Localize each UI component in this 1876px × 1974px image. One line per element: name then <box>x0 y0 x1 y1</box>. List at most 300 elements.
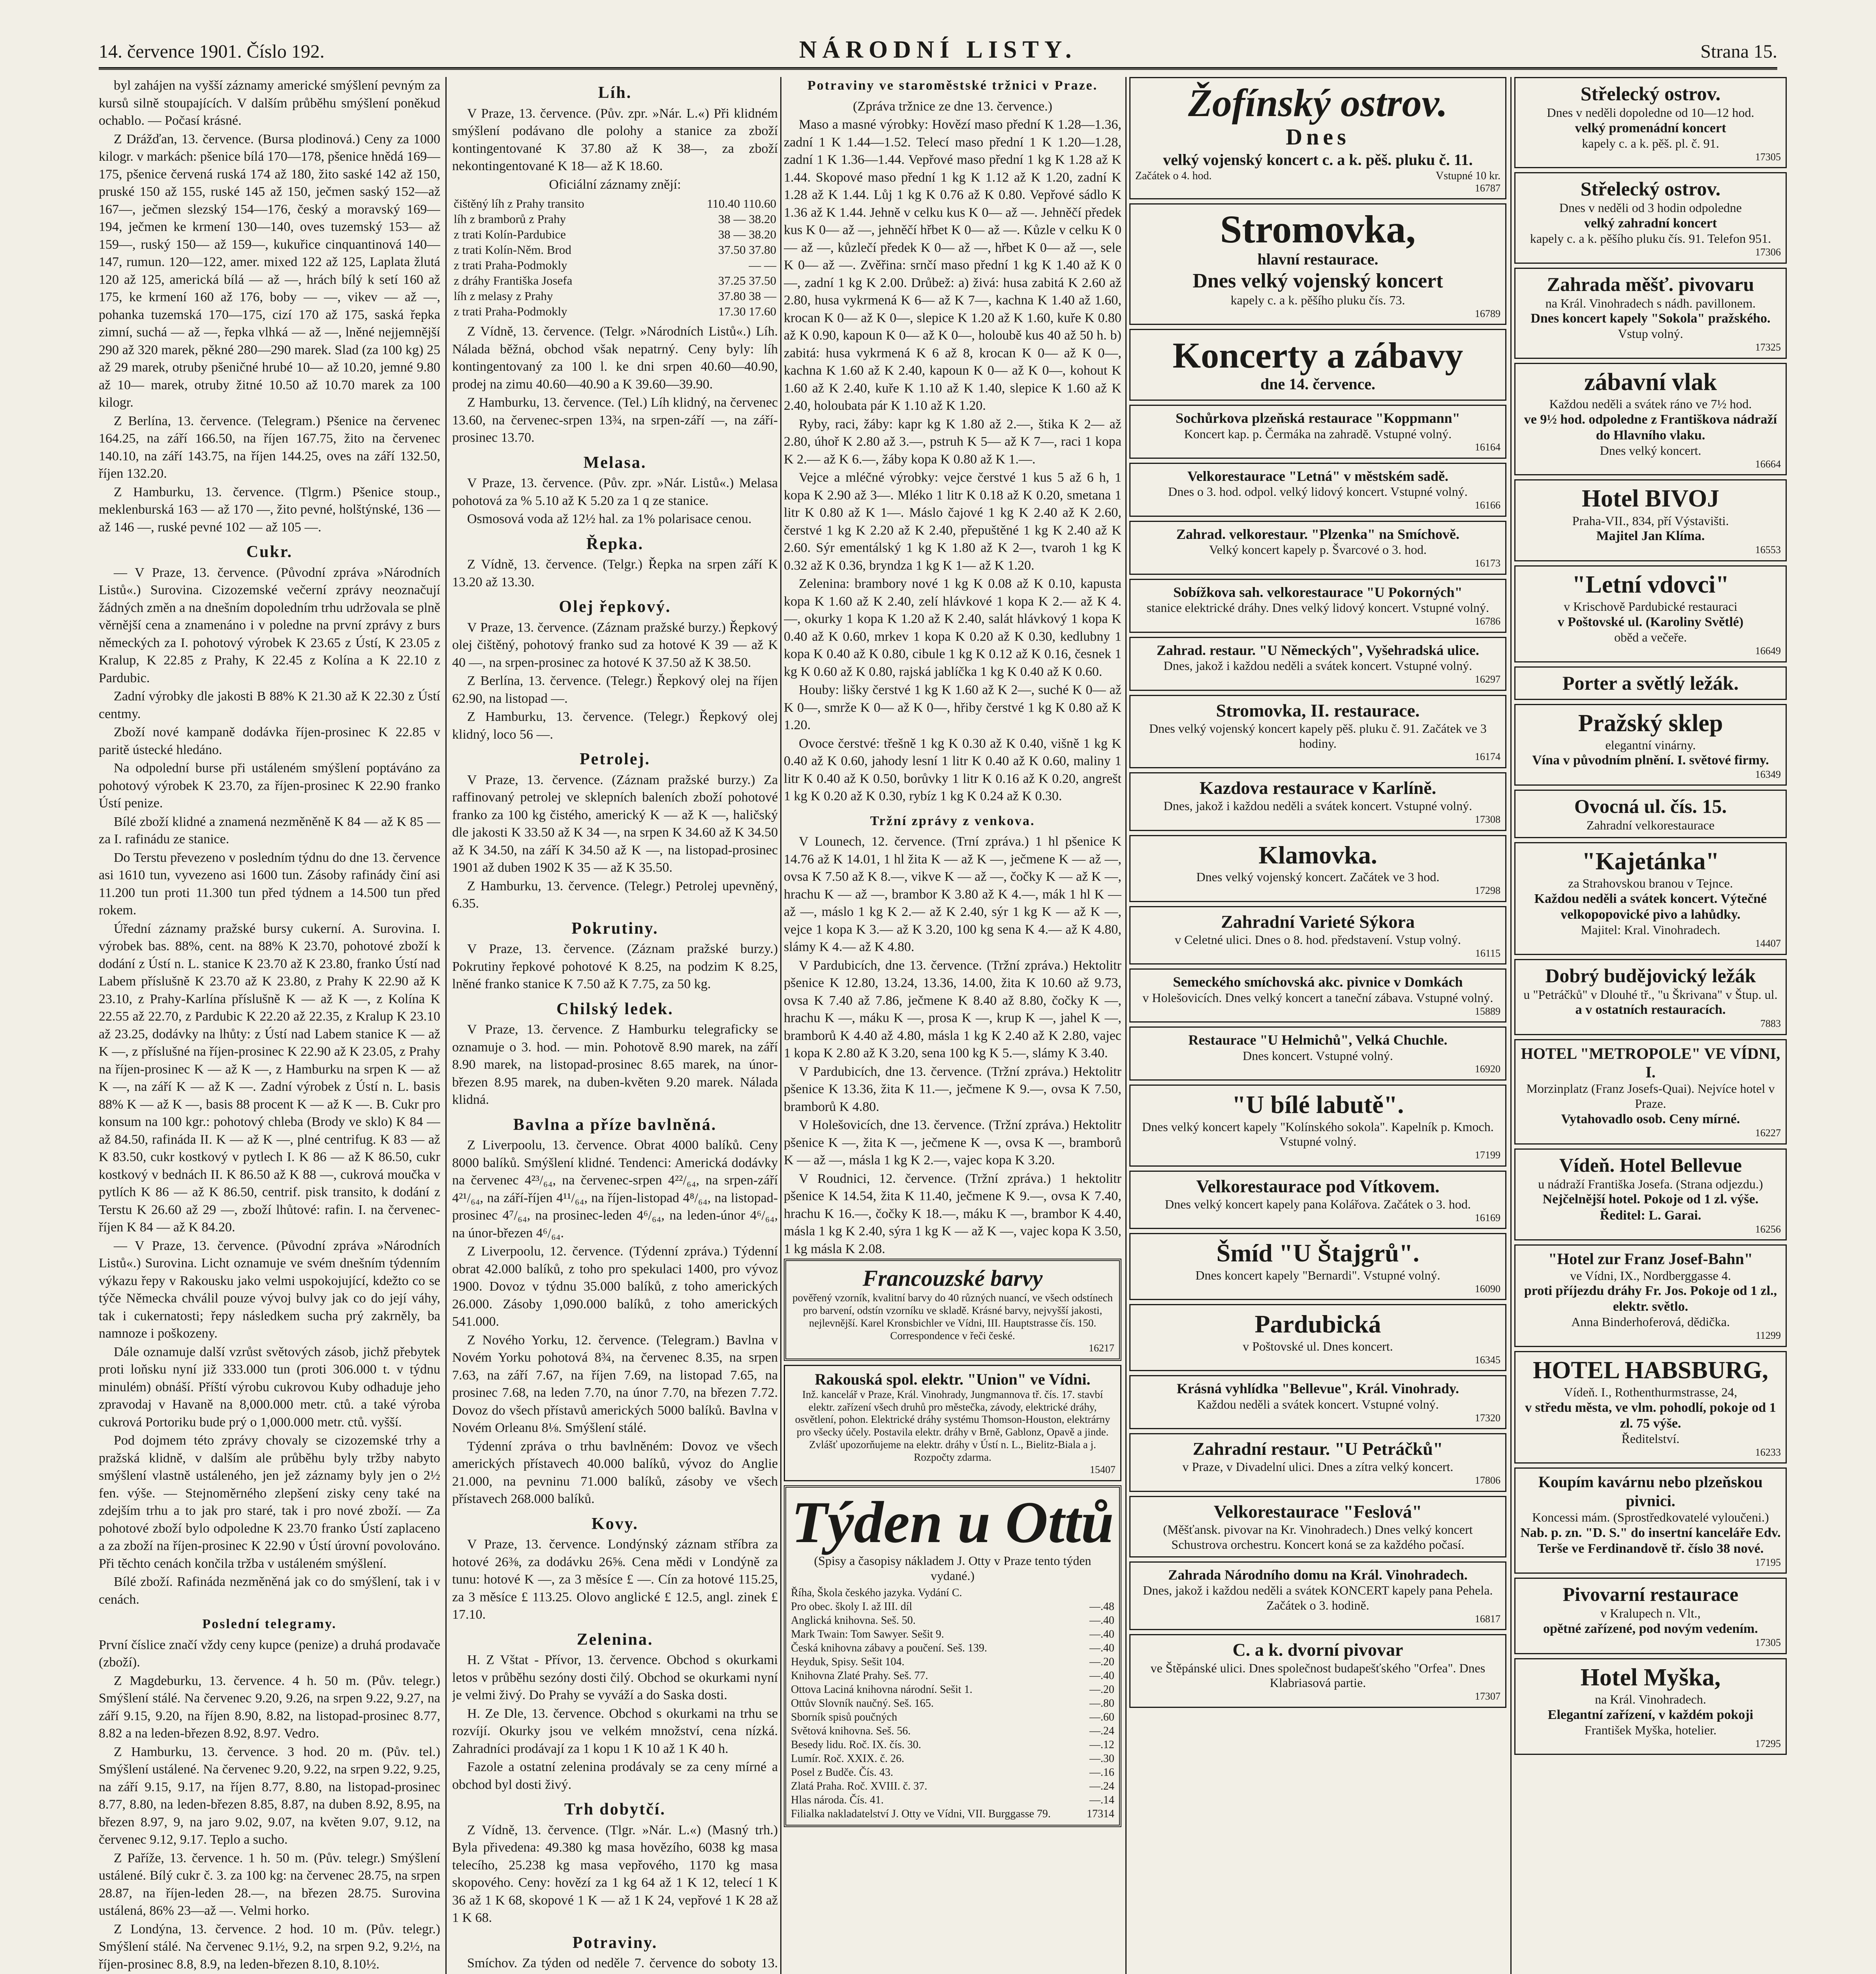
ad-number: 16174 <box>1475 751 1500 763</box>
table-row <box>452 242 778 257</box>
ad-number: 16817 <box>1475 1613 1500 1625</box>
ad-line: oběd a večeře. <box>1614 630 1687 645</box>
ad-line: Dnes koncert kapely "Sokola" pražského. <box>1530 311 1771 326</box>
concert-ad <box>1129 1433 1506 1492</box>
ad-text: Inž. kancelář v Praze, Král. Vinohrady, Jungmannova tř. čís. 17. stavbí elektr. zařízení všech druhů pro městečka, závody, elektrické dráhy, osvětlení, pohon. Elektrické dráhy systému Thomson-Houston, elektrárny pro všecky účely. Postavila elektr. dráhy v Brně, Gablonz, Opavě a jinde. Zvlášť upozorňujeme na elektr. dráhy v Ústí n. L., Bielitz-Biala a j. Rozpočty zdarma. <box>795 1388 1110 1464</box>
publication-price: —.80 <box>1089 1697 1114 1709</box>
ad-line: v Celetné ulici. Dnes o 8. hod. představení. Vstup volný. <box>1175 932 1461 947</box>
ad-line: Morzinplatz (Franz Josefs-Quai). Nejvíce hotel v Praze. <box>1526 1081 1775 1111</box>
ad-title: Pardubická <box>1254 1310 1381 1338</box>
venue-ad <box>1514 1148 1787 1241</box>
ad-line: Dnes velký koncert kapely "Kolínského sokola". Kapelník p. Kmoch. Vstupné volný. <box>1142 1119 1494 1149</box>
publication-item <box>791 1793 1114 1807</box>
ad-line: Dnes velký vojenský koncert <box>1192 269 1443 292</box>
report-paragraph: Z Drážďan, 13. července. (Bursa plodinová.) Ceny za 1000 kilogr. v markách: pšenice bílá 170—178, pšenice hnědá 169—175, pšenice červená ruská 174 až 180, žito saské 142 až 150, pruské 150 až 155, ruské 145 až 150, ječmen saský 152—až 167—, ječmen slezský 154—176, český a moravský 169—194, ječmen ke krmení 130—140, oves tuzemský 153— až 159—, ruský 150— až 159—, kukuřice cinquantinová 140—147, rumun. 120—122, amer. mixed 122 až 125, Laplata žlutá 120 až 125, americká bílá — až —, hrách bílý k setí 160 až 175, ke krmení 160 až 176, boby — —, vikev — až —, pohanka tuzemská 170—175, cizí 170 až 175, saská řepka zimní, suchá — až —, řepka vlhká — až —, lněné nejjemnější 290 až 320 marek, pěkné 280—290 marek. Slad (za 100 kg) 25 až 29 marek, otruby pšeničné hrubé 10— až 10.20, jemné 9.80 až 10— marek, otruby žitné 10.50 až 10.70 marek za 100 kilogr. <box>99 131 440 410</box>
report-paragraph: Z Hamburku, 13. července. (Tlgrm.) Pšenice stoup., meklenburská 163 — až 170 —, žito pevné, holštýnské, 136 — až 146 —, ruské pevné 102 — až 105 —. <box>99 484 440 535</box>
ad-union-electric <box>784 1365 1121 1481</box>
publication-title: Ottova Laciná knihovna národní. Sešit 1. <box>791 1683 973 1696</box>
ad-text: (Spisy a časopisy nákladem J. Otty v Praze tento týden vydané.) <box>814 1554 1091 1583</box>
concert-ad <box>1129 579 1506 633</box>
publication-title: Heyduk, Spisy. Sešit 104. <box>791 1655 905 1668</box>
publication-price: —.40 <box>1089 1642 1114 1654</box>
sugar-paragraph: Dále oznamuje další vzrůst světových zásob, jichž přebytek proti loňsku nyní již 333.000 tun (proti 306.000 t. v týdnu minulém) obnáší. Příští výrobu cukrovou Kuby odhaduje jeho zpravodaj v Havaně na 8,000.000 metr. ctů. a také výroba cukrová Portoriku bude prý o 1,000.000 metr. ctů. vyšší. <box>99 1344 440 1430</box>
section-heading-cotton: Bavlna a příze bavlněná. <box>513 1115 717 1134</box>
ad-title: HOTEL "METROPOLE" VE VÍDNI, I. <box>1521 1045 1780 1081</box>
chile-saltpetre-paragraph: V Praze, 13. července. Z Hamburku telegraficky se oznamuje o 3. hod. — min. Pohotově 8.90 marek, na září 8.90 marek, na listopad-prosinec 8.65 marek, na únor-březen 8.95 marek, na duben-květen 9.20 marek. Nálada klidná. <box>452 1022 778 1107</box>
section-heading-vegetables: Zelenina. <box>577 1630 654 1649</box>
ad-title: Hotel BIVOJ <box>1581 485 1720 512</box>
publication-item <box>791 1696 1114 1710</box>
publication-item <box>791 1724 1114 1738</box>
ad-line: Anna Binderhoferová, dědička. <box>1571 1315 1730 1329</box>
country-market-reports <box>784 833 1121 1258</box>
cotton-paragraph: Z Nového Yorku, 12. července. (Telegram.) Bavlna v Novém Yorku pohotová 8¾, na červenec 8.35, na srpen 7.63, na září 7.67, na říjen 7.69, na listopad 7.65, na prosinec 7.68, na leden 7.70, na únor 7.70, na březen 7.72. Dovoz do všech přístavů amerických 5000 balíků. Bavlna v Novém Orleanu 8⅛. Smýšlení stálé. <box>452 1332 778 1435</box>
sugar-paragraph: Na odpolední burse při ustáleném smýšlení poptáváno za pohotový výrobek K 23.70, za říjen-prosinec K 22.90 franko Ústí penize. <box>99 761 440 811</box>
concert-ad <box>1129 1085 1506 1167</box>
ad-line: Dnes velký koncert. <box>1600 443 1701 458</box>
ad-line: Dnes, jakož i každou neděli a svátek koncert. Vstupné volný. <box>1163 659 1472 673</box>
ad-line: František Myška, hotelier. <box>1584 1723 1717 1738</box>
ad-number: 17306 <box>1755 246 1781 258</box>
table-cell-label: z trati Praha-Podmokly <box>454 258 567 272</box>
ad-title: Rakouská spol. elektr. "Union" ve Vídni. <box>815 1370 1091 1388</box>
ad-number: 15407 <box>1090 1464 1115 1475</box>
publication-item <box>791 1752 1114 1766</box>
ad-line: velký zahradní koncert <box>1584 216 1717 231</box>
ad-number: 16787 <box>1475 182 1500 194</box>
ad-title: Kazdova restaurace v Karlíně. <box>1199 777 1437 798</box>
ad-line: u "Petráčků" v Dlouhé tř., "u Škrivana" v Štup. ul. <box>1523 987 1778 1002</box>
publication-price: —.14 <box>1089 1794 1114 1806</box>
header-rule <box>99 67 1777 70</box>
page-header <box>99 33 1777 65</box>
publication-title: Besedy lidu. Roč. IX. čís. 30. <box>791 1738 921 1751</box>
publication-item <box>791 1710 1114 1724</box>
vegetables-paragraph: H. Ze Dle, 13. července. Obchod s okurkami na trhu se rozvíjí. Okurky jsou ve velkém množství, cena nízká. Zahradníci prodávají za 1 kopu 1 K 10 až 1 K 40 h. <box>452 1706 778 1756</box>
commodity-sections <box>452 454 778 1927</box>
ad-number: 15889 <box>1475 1005 1500 1017</box>
venue-ad <box>1514 790 1787 838</box>
ad-line: Každou neděli a svátek koncert. Výtečné velkopopovické pivo a lahůdky. <box>1534 891 1767 922</box>
ad-title: Koncerty a zábavy <box>1172 335 1463 376</box>
ad-number: 17307 <box>1475 1691 1500 1702</box>
concert-ad <box>1129 695 1506 768</box>
section-heading-molasses: Melasa. <box>583 453 647 472</box>
market-hall-title: Potraviny ve staroměstské tržnici v Praze. <box>807 78 1098 93</box>
cotton-paragraph: Z Liverpoolu, 13. července. Obrat 4000 balíků. Ceny 8000 balíků. Smýšlení klidné. Tendenci: Americká dodávky na červenec 4²³/₆₄, na červenec-srpen 4²²/₆₄, na srpen-září 4²¹/₆₄, na září-říjen 4¹¹/₆₄, na říjen-listopad 4⁸/₆₄, na listopad-prosinec 4⁷/₆₄, na prosinec-leden 4⁶/₆₄, na leden-únor 4⁶/₆₄, na únor-březen 4⁶/₆₄. <box>452 1138 778 1240</box>
vegetables-paragraph: H. Z Vštat - Přívor, 13. července. Obchod s okurkami letos v průběhu sezóny dosti čilý. Obchod se okurkami nyní je velmi živý. Do Prahy se vyváží a do Saska dosti. <box>452 1653 778 1702</box>
ad-title: Vídeň. Hotel Bellevue <box>1559 1154 1742 1176</box>
ad-number: 16166 <box>1475 499 1500 511</box>
publication-price: —.48 <box>1089 1600 1114 1613</box>
ad-line: Vídeň. I., Rothenthurmstrasse, 24, <box>1564 1385 1737 1400</box>
publication-title: Zlatá Praha. Roč. XVIII. č. 37. <box>791 1780 928 1792</box>
ad-line: Zahradní velkorestaurace <box>1586 818 1715 833</box>
publication-price: —.40 <box>1089 1669 1114 1682</box>
section-heading-rapeseed: Řepka. <box>586 535 644 553</box>
report-paragraph: Z Berlína, 13. července. (Telegram.) Pšenice na červenec 164.25, na září 166.50, na říjen 167.75, žito na červenec 140.10, na září 143.75, na říjen 144.25, oves na září 132.50, říjen 132.20. <box>99 413 440 481</box>
section-heading-groceries: Potraviny. <box>572 1933 658 1952</box>
publication-price: —.40 <box>1089 1614 1114 1627</box>
country-market-paragraph: V Holešovicích, dne 13. července. (Tržní zpráva.) Hektolitr pšenice K —, žita K —, ječmene K —, ovsa K —, bramborů K — až —, másla 1 kg K 2.—, vajec kopa K 3.20. <box>784 1118 1121 1167</box>
ad-line: ve 9½ hod. odpoledne z Františkova nádraží do Hlavního vlaku. <box>1524 412 1777 443</box>
ad-line: Dnes <box>1286 124 1350 150</box>
market-paragraph: Maso a masné výrobky: Hovězí maso přední K 1.28—1.36, zadní 1 K 1.44—1.52. Telecí maso přední 1 K 1.20—1.28, zadní 1 K 1.36—1.44. Vepřové maso přední 1 kg K 1.28 až K 1.44. Skopové maso přední 1 kg K 1.12 až K 1.20, zadní K 1.28 až K 1.44. Lůj 1 kg K 0.76 až K 0.80. Vepřové sádlo K 1.36 až K 1.44. Jehně v celku kus K 0— až —. Jehněčí předek kus K 0— až —, jehněčí hřbet K 0— až —. Kůzle v celku K 0— až —, kůzlečí předek K 0— až —, hřbet K 0— až —, sele K 0— až —. Zvěřina: srnčí maso přední 1 kg K 1.40 až K 0—, zadní 1 kg K 2.00. Drůbež: a) živá: husa zabitá K 2.60 až 2.80, husa vykrmená K 6— až K 7—, kachna K 1.40 až 1.60, krocan K 0— až K 0—, slepice K 1.20 až K 1.60, kuře K 0.80 až K 0.90, kapoun K 0— až K 0—, holoubě kus 40 až 50 h. b) zabitá: husa vykrmená K 6 až 8, krocan K 0— až K 0—, kachna K 1.60 až K 2.40, kapoun K 0— až K 0—, kohout K 1.60 až K 2.40, kuře K 1.10 až K 1.40, slepice K 1.60 až K 2.40, holoubata pár K 1.10 až K 1.20. <box>784 117 1121 413</box>
table-row <box>452 211 778 227</box>
ad-title: Sochůrkova plzeňská restaurace "Koppmann" <box>1176 410 1460 426</box>
publication-item <box>791 1655 1114 1669</box>
petroleum-paragraph: Z Hamburku, 13. července. (Telegr.) Petrolej upevněný, 6.35. <box>452 878 778 911</box>
ad-title: Zahrada měšť. pivovaru <box>1547 273 1754 295</box>
ad-line: Koncessi mám. (Sprostředkovatelé vyloučeni.) <box>1532 1510 1769 1524</box>
ad-line: Majitel Jan Klíma. <box>1596 529 1705 544</box>
concert-listings <box>1129 405 1506 1708</box>
ad-line: kapely c. a k. pěš. pl. č. 91. <box>1582 136 1719 150</box>
oilcake-paragraph: V Praze, 13. července. (Záznam pražské burzy.) Pokrutiny řepkové pohotové K 8.25, na podzim K 8.25, lněné franko stanice K 7.50 až K 7.75, za 50 kg. <box>452 942 778 991</box>
ad-number: 17325 <box>1755 342 1781 353</box>
ad-title: Zahrad. velkorestaur. "Plzenka" na Smíchově. <box>1176 526 1459 542</box>
section-heading-country-markets: Tržní zprávy z venkova. <box>870 813 1035 828</box>
ad-number: 16920 <box>1475 1063 1500 1075</box>
publication-title: Knihovna Zlaté Prahy. Seš. 77. <box>791 1669 928 1682</box>
country-market-paragraph: V Pardubicích, dne 13. července. (Tržní zpráva.) Hektolitr pšenice K 13.36, žita K 11.—, ječmene K 9.—, ovsa K 7.50, bramborů K 4.80. <box>784 1064 1121 1114</box>
market-paragraph: Houby: lišky čerstvé 1 kg K 1.60 až K 2—, suché K 0— až K 0—, smrže K 0— až K 0—, hřiby čerstvé 1 kg K 0.80 až K 1.20. <box>784 683 1121 732</box>
ad-concerts-header <box>1129 329 1506 401</box>
cotton-paragraph: Týdenní zpráva o trhu bavlněném: Dovoz ve všech amerických přístavech 40.000 balíků, vývoz do Anglie 21.000, na pevninu 71.000 balíků, zásoby ve všech přístavech 268.000 balíků. <box>452 1439 778 1506</box>
sugar-paragraph: Úřední záznamy pražské bursy cukerní. A. Surovina. I. výrobek bas. 88%, cent. na 88% K 23.70, pohotové zboží k dodání z Ústí n. L. stanice K 23.70 až K 23.80, franko Ústí nad Labem příslušně K 23.70 až K 23.80, z Prahy K 22.90 až K 23.10, z Prahy-Karlína příslušně K — až K —, z Kolína K 22.55 až 22.70, z Pardubic K 22.20 až 22.35, z Kralup K 23.10 až 23.25, dodávky na lhůty: z Ústí nad Labem stanice K — až K —, z příslušné na říjen-prosinec K 22.90 až K 23.05, z Prahy na říjen-prosinec K — až K —, z Hamburku na srpen K — až K —, na září K — až K —. Zadní výrobek z Ústí n. L. basis 88% K — až K —, basis 88 procent K — až K —. B. Cukr pro konsum na 100 kgr.: pohotový chleba (Brody ve sklo) K 84 — až 84.50, rafináda II. K — až K —, plné centrifug. K 83 — až K 83.50, cukr kostkový v pytlech I. K 86 — až K 86.50, cukr kostkový v bednách II. K 86.50 až K 88 —, cukrová moučka v pytlích K 86 — až K 86.50, centrif. pisk transito, k dodání z Terstu K 26.60 až 29 —, zboží lhůtové: rafin. I. na červenec-říjen K 84 — až K 84.20. <box>99 921 440 1235</box>
venue-ad <box>1514 1578 1787 1654</box>
ad-otto-weekly <box>784 1485 1121 1827</box>
ad-line: kapely c. a k. pěšího pluku čís. 73. <box>1230 293 1405 307</box>
ad-title: Zahradní restaur. "U Petráčků" <box>1192 1439 1443 1459</box>
ad-number: 16664 <box>1755 458 1781 470</box>
ad-title: Semeckého smíchovská akc. pivnice v Domkách <box>1173 974 1463 990</box>
column-rule <box>445 77 447 1974</box>
publication-item <box>791 1627 1114 1641</box>
ad-number: 17199 <box>1475 1149 1500 1161</box>
publication-price: —.30 <box>1089 1752 1114 1765</box>
ad-line: Dnes velký vojenský koncert kapely pěš. pluku č. 91. Začátek ve 3 hodiny. <box>1149 721 1487 751</box>
telegram-reports <box>99 1672 440 1974</box>
section-heading-metals: Kovy. <box>592 1514 638 1533</box>
ad-title: Francouzské barvy <box>862 1265 1043 1291</box>
section-heading-petroleum: Petrolej. <box>580 750 650 768</box>
masthead-title: NÁRODNÍ LISTY. <box>799 36 1077 63</box>
ad-line: velký vojenský koncert c. a k. pěš. pluku č. 11. <box>1163 151 1473 169</box>
venue-ad <box>1514 1039 1787 1145</box>
ad-title: zábavní vlak <box>1584 368 1717 396</box>
venue-ad <box>1514 565 1787 662</box>
ad-line: proti příjezdu dráhy Fr. Jos. Pokoje od 1 zl., elektr. světlo. <box>1524 1283 1777 1314</box>
market-paragraph: Vejce a mléčné výrobky: vejce čerstvé 1 kus 5 až 6 h, 1 kopa K 2.90 až 3—. Mléko 1 litr K 0.18 až K 0.20, smetana 1 litr K 0.80 až K 1—. Máslo čajové 1 kg K 2.40 až K 2.60, čerstvé 1 kg K 2.20 až K 2.40, přepuštěné 1 kg K 2.40 až K 2.60. Sýr ementálský 1 kg K 1.80 až K 2—, tvaroh 1 kg K 0.32 až K 0.36, bryndza 1 kg K 1— až K 1.20. <box>784 470 1121 573</box>
concert-ad <box>1129 1233 1506 1300</box>
venue-ad <box>1514 842 1787 955</box>
report-paragraph: Z Vídně, 13. července. (Telgr. »Národních Listů«.) Líh. Nálada běžná, obchod však nepatrný. Ceny byly: líh kontingentovaný za 100 l. ke dni srpen 40.60—40.90, prodej na zimu 40.60—40.90 a K 39.60—39.90. <box>452 324 778 392</box>
ad-number: 16256 <box>1755 1223 1781 1235</box>
venue-ad <box>1514 1658 1787 1755</box>
section-heading-chile-saltpetre: Chilský ledek. <box>556 1000 674 1018</box>
table-row <box>452 227 778 242</box>
ad-title: Restaurace "U Helmichů", Velká Chuchle. <box>1188 1032 1448 1048</box>
section-heading-sugar: Cukr. <box>246 543 293 561</box>
ad-number: 16233 <box>1755 1446 1781 1458</box>
ad-line: Majitel: Kral. Vinohradech. <box>1581 923 1720 937</box>
ad-text: pověřený vzorník, kvalitní barvy do 40 různých nuancí, ve všech odstínech pro barvení, odstín vzorníku ve skladě. Krásné barvy, nejvyšší jakosti, nejlevnější. Karel Kronsbichler ve Vídni, III. Hauptstrasse čís. 150. Correspondence v řeči české. <box>792 1292 1113 1342</box>
ad-line: Dnes v neděli dopoledne od 10—12 hod. <box>1547 105 1754 120</box>
ad-number: 16345 <box>1475 1354 1500 1366</box>
publication-item <box>791 1766 1114 1779</box>
ad-title: "U bílé labutě". <box>1232 1090 1404 1119</box>
publication-title: Hlas národa. Čís. 41. <box>791 1794 884 1806</box>
molasses-paragraph: V Praze, 13. července. (Pův. zpr. »Nár. Listů«.) Melasa pohotová za % 5.10 až K 5.20 za 1 q ze stanice. <box>452 476 778 508</box>
ad-title: "Kajetánka" <box>1582 848 1719 875</box>
ad-line: v Praze, v Divadelní ulici. Dnes a zítra velký koncert. <box>1182 1460 1453 1474</box>
ad-number: 16164 <box>1475 441 1500 453</box>
concert-ad <box>1129 1026 1506 1081</box>
ad-line: Dnes velký vojenský koncert. Začátek ve 3 hod. <box>1196 870 1440 884</box>
market-hall-subtitle: (Zpráva tržnice ze dne 13. července.) <box>853 99 1052 114</box>
ad-line: za Strahovskou branou v Tejnce. <box>1568 876 1733 891</box>
table-cell-label: líh z bramborů z Prahy <box>454 212 566 226</box>
table-row <box>452 257 778 273</box>
country-market-paragraph: V Pardubicích, dne 13. července. (Tržní zpráva.) Hektolitr pšenice K 12.80, 13.24, 13.36, 14.00, žita K 10.60 až 9.73, ovsa K 7.40 až 7.86, ječmene K 8.40 až 8.80, čočky K —, hrachu K —, máku K —, prosa K —, krup K —, jahel K —, bramborů K 4.40 až 4.80, másla 1 kg K 2.40 až K 2.80, vajec 1 kopa K 2.80 až K 3.20, sena 100 kg K 5.—, slámy K 3.40. <box>784 958 1121 1060</box>
country-market-paragraph: V Roudnici, 12. července. (Tržní zpráva.) 1 hektolitr pšenice K 14.54, žita K 11.40, ječmene K 9.—, ovsa K 7.40, hrachu K 16.—, čočky K 18.—, máku K —, brambor K 4.40, másla 1 kg K 2.40, sýra 1 kg K — až K —, vajec kopa K 3.50, 1 kg másla K 2.08. <box>784 1171 1121 1256</box>
ad-number: 16786 <box>1475 615 1500 627</box>
venue-ad <box>1514 268 1787 359</box>
venue-ad <box>1514 666 1787 700</box>
ad-title: Porter a světlý ležák. <box>1562 672 1739 694</box>
venue-ad <box>1514 1467 1787 1574</box>
publication-price: —.16 <box>1089 1766 1114 1779</box>
publication-title: Lumír. Roč. XXIX. č. 26. <box>791 1752 904 1765</box>
ad-line: Koncert kap. p. Čermáka na zahradě. Vstupné volný. <box>1184 426 1452 441</box>
ad-title: Hotel Myška, <box>1580 1664 1721 1691</box>
cattle-market-paragraph: Z Vídně, 13. července. (Tlgr. »Nár. L.«) (Masný trh.) Byla přivedena: 49.380 kg masa hovězího, 6038 kg masa telecího, 25.238 kg masa vepřového, 1170 kg masa skopového. Ceny: hovězí za 1 kg 64 až 1 K 12, telecí 1 K 36 až 1 K 68, skopové 1 K — až 1 K 24, vepřové 1 K 28 až 1 K 68. <box>452 1822 778 1925</box>
cotton-paragraph: Z Liverpoolu, 12. července. (Týdenní zpráva.) Týdenní obrat 42.000 balíků, z toho pro spekulaci 1400, pro vývoz 1900. Dovoz v týdnu 35.000 balíků, z toho amerických 26.000. Zásoby 1,090.000 balíků, z toho amerických 541.000. <box>452 1244 778 1329</box>
ad-line: Každou neděli a svátek ráno ve 7½ hod. <box>1549 397 1752 411</box>
table-row <box>452 288 778 304</box>
column-concert-ads <box>1129 77 1506 1974</box>
country-market-paragraph: V Lounech, 12. července. (Trní zpráva.) 1 hl pšenice K 14.76 až K 14.01, 1 hl žita K — až K —, ječmene K — až —, ovsa K 7.50 až K 8.—, vikve K — až —, čočky K — až K —, hrachu K — až —, brambor K 3.80 až K 4.—, mák 1 hl K — až —, máslo 1 kg K 2.— až K 2.40, sýr 1 kg K — až K —, vejce 1 kopa K 3.— až K 3.20, 100 kg sena K 4.— až K 4.80, slámy K 4.— až K 4.80. <box>784 834 1121 954</box>
ad-line: na Král. Vinohradech s nádh. pavillonem. <box>1545 296 1756 310</box>
table-cell-label: z trati Kolín-Něm. Brod <box>454 243 571 257</box>
ad-number: 7883 <box>1760 1018 1781 1030</box>
ad-line: Dnes, jakož i každou neděli a svátek KONCERT kapely pana Pehela. Začátek o 3. hodině. <box>1143 1583 1493 1612</box>
table-cell-label: z trati Praha-Podmokly <box>454 304 567 318</box>
telegram-paragraph: Z Hamburku, 13. července. 3 hod. 20 m. (Pův. tel.) Smýšlení ustálené. Na červenec 9.20, 9.22, na srpen 9.22, 9.25, na září 9.15, 9.17, na říjen 8.77, 8.80, na listopad-prosinec 8.77, 8.80, na leden-březen 8.85, 8.87, na duben 8.92, 8.95, na březen 8.97, 9, na jaro 9.02, 9.07, na květen 9.07, 9.12, na červenec 9.12, 9.17. Teplo a sucho. <box>99 1744 440 1847</box>
ad-line: Dnes velký koncert kapely pana Kolářova. Začátek o 3. hod. <box>1165 1197 1471 1212</box>
ad-number: 16297 <box>1475 673 1500 685</box>
ad-title: Dobrý budějovický ležák <box>1545 964 1756 987</box>
concert-ad <box>1129 463 1506 517</box>
venue-ad <box>1514 1351 1787 1464</box>
rapeseed-paragraph: Z Vídně, 13. července. (Telgr.) Řepka na srpen září K 13.20 až 13.30. <box>452 557 778 589</box>
ad-line: Nejčelnější hotel. Pokoje od 1 zl. výše. Ředitel: L. Garai. <box>1542 1192 1759 1223</box>
concert-ad <box>1129 1561 1506 1631</box>
ad-line: na Král. Vinohradech. <box>1595 1692 1706 1707</box>
section-heading-spirits: Líh. <box>598 84 632 102</box>
publication-title: Sborník spisů poučných <box>791 1711 898 1723</box>
publication-price: —.20 <box>1089 1683 1114 1696</box>
publication-item <box>791 1738 1114 1752</box>
sugar-paragraph: Do Terstu převezeno v posledním týdnu do dne 13. července asi 1610 tun, vyvezeno asi 1600 tun. Zásoby rafinády činí asi 11.200 tun proti 11.300 tun před týdnem a 14.500 tun před rokem. <box>99 850 440 918</box>
ad-number: 16173 <box>1475 557 1500 569</box>
ad-line: v Poštovské ul. Dnes koncert. <box>1243 1339 1393 1353</box>
table-cell-value: 38 — 38.20 <box>718 227 776 241</box>
ad-title: Střelecký ostrov. <box>1580 178 1721 200</box>
groceries-report: Smíchov. Za týden od neděle 7. července do soboty 13. <box>467 1956 778 1970</box>
ad-line: v středu města, ve vlm. pohodlí, pokoje od 1 zl. 75 výše. <box>1525 1400 1776 1431</box>
ad-number: 17305 <box>1755 1637 1781 1649</box>
issue-date: 14. července 1901. Číslo 192. <box>99 41 325 62</box>
ad-title: C. a k. dvorní pivovar <box>1232 1640 1403 1660</box>
ad-line: v Krischově Pardubické restauraci <box>1564 599 1737 614</box>
ad-line: u nádraží Františka Josefa. (Strana odjezdu.) <box>1538 1177 1763 1191</box>
ad-line: Ředitelství. <box>1621 1432 1680 1446</box>
ad-line: Velký koncert kapely p. Švarcové o 3. hod. <box>1209 542 1427 557</box>
telegrams-intro: První číslice značí vždy ceny kupce (penize) a druhá prodavače (zboží). <box>99 1637 440 1670</box>
ad-number: 16349 <box>1755 768 1781 780</box>
table-cell-label: z dráhy Františka Josefa <box>454 274 573 287</box>
venue-ad <box>1514 172 1787 263</box>
telegram-paragraph: Z Magdeburku, 13. července. 4 h. 50 m. (Pův. telegr.) Smýšlení stálé. Na červenec 9.20, 9.26, na srpen 9.22, 9.27, na září 9.15, 9.20, na říjen 8.90, 8.82, na listopad-prosinec 8.77, 8.82 a na leden-březen 8.92, 8.97. Vedro. <box>99 1673 440 1741</box>
ad-title: Sobížkova sah. velkorestaurace "U Pokorných" <box>1173 584 1463 600</box>
ad-title: Týden u Ottů <box>791 1489 1114 1555</box>
ad-line: (Měšťansk. pivovar na Kr. Vinohradech.) Dnes velký koncert Schustrova orchestru. Koncert koná se za každého počasí. <box>1163 1522 1473 1552</box>
section-heading-telegrams: Poslední telegramy. <box>202 1617 337 1631</box>
market-paragraph: Ryby, raci, žáby: kapr kg K 1.80 až 2.—, štika K 2— až 2.80, úhoř K 2.80 až 3.—, pstruh K 5— až K 7—, raci 1 kopa K 2.— až K 6.—, žáby kopa K 0.80 až K 1.—. <box>784 417 1121 467</box>
petroleum-paragraph: V Praze, 13. července. (Záznam pražské burzy.) Za raffinovaný petrolej ve sklepních baleních zboží pohotové franko za 100 kg čistého, americký K — až K —, haličský dle jakosti K 33.50 až K 34 —, na srpen K 34.60 až K 34.50 až K 34.50, na září K 34.50 až K —, na listopad-prosinec 1901 až duben 1902 K 35 — až K 35.50. <box>452 772 778 875</box>
ad-number: 16649 <box>1755 645 1781 657</box>
concert-ad <box>1129 637 1506 691</box>
concert-ad <box>1129 968 1506 1023</box>
publication-price: 17314 <box>1087 1807 1114 1820</box>
publication-title: Ottův Slovník naučný. Seš. 165. <box>791 1697 934 1709</box>
sugar-paragraph: Zadní výrobky dle jakosti B 88% K 21.30 až K 22.30 z Ústí centmy. <box>99 689 440 721</box>
publication-price: —.12 <box>1089 1738 1114 1751</box>
ad-line: Dnes, jakož i každou neděli a svátek koncert. Vstupné volný. <box>1163 799 1472 813</box>
venue-ad <box>1514 959 1787 1036</box>
ad-line: opětné zařízené, pod novým vedením. <box>1543 1621 1758 1636</box>
table-row <box>452 273 778 288</box>
ad-number: 11299 <box>1755 1330 1781 1342</box>
hotel-and-restaurant-ads <box>1514 77 1787 1755</box>
publication-item <box>791 1779 1114 1793</box>
publication-item <box>791 1683 1114 1696</box>
table-cell-value: 37.50 37.80 <box>718 243 776 257</box>
ad-number: 17298 <box>1475 884 1500 896</box>
spirits-report: V Praze, 13. července. (Pův. zpr. »Nár. L.«) Při klidném smýšlení podávano dle polohy a stanice za zboží kontingentované K 37.80 až K 38—, za zboží nekontingentované K 18— až K 18.60. <box>452 106 778 173</box>
ad-number: 17195 <box>1755 1556 1781 1568</box>
ad-line: dne 14. července. <box>1260 375 1375 393</box>
grain-reports <box>99 77 440 536</box>
ad-line: Dnes v neděli od 3 hodin odpoledne <box>1559 201 1742 215</box>
page-number: Strana 15. <box>1700 41 1777 62</box>
column-hotel-ads <box>1514 77 1787 1974</box>
report-paragraph: byl zahájen na vyšší záznamy americké smýšlení pevným za kursů silně stoupajících. V dalším průběhu smýšlení poněkud ochablo. — Počasí krásné. <box>99 78 440 128</box>
table-cell-value: 110.40 110.60 <box>707 197 776 210</box>
spirits-table-caption: Oficiální záznamy znějí: <box>549 177 681 192</box>
publication-price: —.40 <box>1089 1628 1114 1640</box>
venue-ad <box>1514 77 1787 168</box>
table-cell-value: 37.25 37.50 <box>718 274 776 287</box>
publication-title: Posel z Budče. Čís. 43. <box>791 1766 893 1779</box>
publication-title: Mark Twain: Tom Sawyer. Sešit 9. <box>791 1628 944 1640</box>
ad-number: 17305 <box>1755 151 1781 163</box>
ad-line: Vína v původním plnění. I. světové firmy. <box>1532 753 1769 768</box>
ad-title: Stromovka, II. restaurace. <box>1216 700 1420 721</box>
venue-ad <box>1514 479 1787 561</box>
ad-title: "Letní vdovci" <box>1572 571 1729 599</box>
telegram-paragraph: Z Paříže, 13. července. 1 h. 50 m. (Pův. telegr.) Smýšlení ustálené. Bílý cukr č. 3. za 100 kg: na červenec 28.75, na srpen 28.87, na říjen-leden 28.—, na březen 28.75. Surovina ustálená, 86% 23—až —. Velmi horko. <box>99 1850 440 1918</box>
ad-line: Elegantní zařízení, v každém pokoji <box>1547 1707 1754 1722</box>
ad-title: Pražský sklep <box>1578 709 1723 737</box>
venue-ad <box>1514 1244 1787 1347</box>
ad-line: Začátek o 4. hod. <box>1135 169 1212 182</box>
ad-line: hlavní restaurace. <box>1257 250 1378 268</box>
ad-title: Střelecký ostrov. <box>1580 83 1721 105</box>
ad-line: Nab. p. zn. "D. S." do insertní kanceláře Edv. Terše ve Ferdinandově tř. číslo 38 nové. <box>1520 1525 1781 1556</box>
ad-french-dyes <box>784 1259 1121 1361</box>
ad-number: 16169 <box>1475 1212 1500 1223</box>
column-market-reports <box>99 77 440 1974</box>
publication-title: Říha, Škola českého jazyka. Vydání C. <box>791 1586 962 1599</box>
market-paragraph: Zelenina: brambory nové 1 kg K 0.08 až K 0.10, kapusta kopa K 1.60 až K 2.40, zelí hlávkové 1 kopa K 2.— až K 4.—, okurky 1 kopa K 1.20 až K 2.40, salát hlávkový 1 kopa K 0.40 až K 0.60, mrkev 1 kopa K 0.20 až K 0.30, kedlubny 1 kopa K 0.40 až K 0.80, cibule 1 kg K 0.12 až K 0.16, česnek 1 kg K 0.60 až K 0.80, rajská jablíčka 1 kg K 0.40 až K 0.60. <box>784 576 1121 679</box>
ad-number: 17320 <box>1475 1412 1500 1424</box>
publication-price: —.24 <box>1089 1780 1114 1792</box>
section-heading-cattle-market: Trh dobytčí. <box>564 1800 666 1818</box>
ad-stromovka <box>1129 203 1506 325</box>
ad-line: kapely c. a k. pěšího pluku čís. 91. Telefon 951. <box>1530 231 1771 246</box>
ad-line: elegantní vinárny. <box>1605 737 1696 752</box>
concert-ad <box>1129 1634 1506 1708</box>
market-paragraph: Ovoce čerstvé: třešně 1 kg K 0.30 až K 0.40, višně 1 kg K 0.40 až K 0.60, jahody lesní 1 litr K 0.40 až K 0.60, maliny 1 litr K 0.40 až K 0.50, borůvky 1 litr K 0.16 až K 0.20, angrešt 1 kg K 0.20 až K 0.30, rybíz 1 kg K 0.24 až K 0.30. <box>784 736 1121 803</box>
rapeseed-oil-paragraph: V Praze, 13. července. (Záznam pražské burzy.) Řepkový olej čištěný, pohotový franko sud za hotové K 39 — až K 40 —, na srpen-prosinec za hotové K 37.50 až K 38.50. <box>452 620 778 670</box>
concert-ad <box>1129 405 1506 459</box>
spirits-price-table <box>452 196 778 319</box>
ad-number: 14407 <box>1755 937 1781 949</box>
table-cell-label: čištěný líh z Prahy transito <box>454 197 584 210</box>
market-hall-reports <box>784 116 1121 805</box>
ad-line: Dnes o 3. hod. odpol. velký lidový koncert. Vstupné volný. <box>1168 484 1468 499</box>
ad-title: Klamovka. <box>1258 841 1377 869</box>
column-commodities <box>452 77 778 1974</box>
publication-price: —.20 <box>1089 1655 1114 1668</box>
venue-ad <box>1514 704 1787 786</box>
concert-ad <box>1129 521 1506 575</box>
publication-title: Pro obec. školy I. až III. díl <box>791 1600 913 1613</box>
ad-line: ve Vídni, IX., Nordberggasse 4. <box>1570 1268 1731 1283</box>
ad-title: "Hotel zur Franz Josef-Bahn" <box>1548 1250 1753 1268</box>
ad-line: v Holešovicích. Dnes velký koncert a taneční zábava. Vstupné volný. <box>1142 990 1493 1005</box>
ad-line: velký promenádní koncert <box>1575 120 1726 135</box>
publication-item <box>791 1641 1114 1655</box>
publication-price: —.60 <box>1089 1711 1114 1723</box>
venue-ad <box>1514 363 1787 476</box>
ad-line: Vstupné 10 kr. <box>1435 169 1500 182</box>
ad-title: Krásná vyhlídka "Bellevue", Král. Vinohrady. <box>1176 1381 1459 1397</box>
publication-title: Česká knihovna zábavy a poučení. Seš. 139. <box>791 1642 987 1654</box>
concert-ad <box>1129 1496 1506 1557</box>
publication-item <box>791 1614 1114 1627</box>
ad-number: 17295 <box>1755 1738 1781 1749</box>
ad-title: Žofínský ostrov. <box>1188 81 1448 125</box>
sugar-paragraph: Zboží nové kampaně dodávka říjen-prosinec K 22.85 v paritě ústecké hledáno. <box>99 725 440 757</box>
ad-line: Každou neděli a svátek koncert. Vstupné volný. <box>1197 1397 1439 1411</box>
otto-publications-list <box>791 1586 1114 1821</box>
ad-line: Dnes koncert. Vstupné volný. <box>1243 1048 1393 1063</box>
ad-number: 17308 <box>1475 813 1500 825</box>
